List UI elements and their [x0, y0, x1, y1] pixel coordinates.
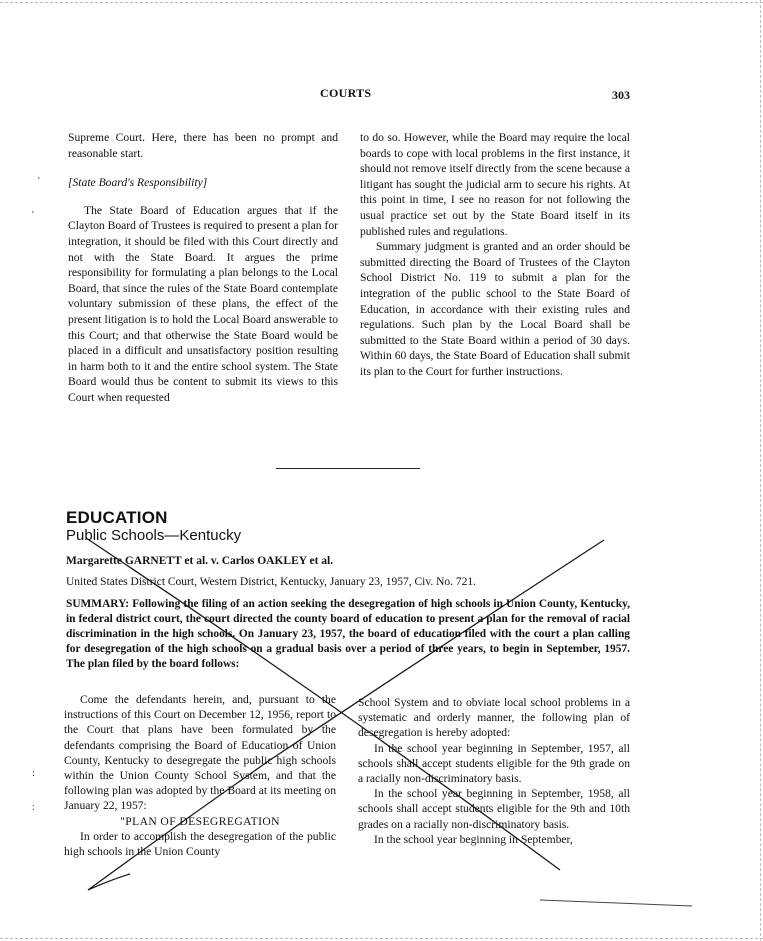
margin-tick: ': [38, 176, 40, 187]
paragraph: Supreme Court. Here, there has been no prompt and reasonable start.: [68, 131, 338, 160]
plan-heading: "PLAN OF DESEGREGATION: [120, 814, 280, 828]
bottom-left-column: [64, 692, 336, 859]
page-number: 303: [612, 88, 630, 102]
margin-tick: ': [32, 210, 34, 221]
subsection-heading: [State Board's Responsibility]: [68, 176, 208, 190]
bottom-right-column: [358, 695, 630, 847]
section-subtitle: Public Schools—Kentucky: [66, 527, 242, 544]
margin-tick: :: [32, 802, 35, 813]
paragraph: In order to accomplish the desegregation of the public high schools in the Union County: [64, 829, 336, 859]
case-summary: SUMMARY: Following the filing of an action seeking the desegregation of high schools in Union County, Kentucky, in federal district court, the court directed the county board of education to present a plan for the removal of racial discrimination in the high schools. On January 23, 1957, the board of education filed with the court a plan calling for desegregation of the high schools on a gradual basis over a period of three years, to begin in September, 1957. The plan filed by the board follows:: [66, 598, 630, 670]
scan-border-right: [760, 0, 761, 941]
section-divider: [276, 468, 420, 469]
running-head: COURTS: [320, 86, 372, 100]
paragraph: Summary judgment is granted and an order should be submitted directing the Board of Trustees of the Clayton School District No. 119 to submit a plan for the integration of the public school to the State Board of Education, in accordance with their existing rules and regulations. Such plan by the Local Board shall be submitted to the State Board within a period of 30 days. Within 60 days, the State Board of Education shall submit its plan to the Court for further instructions.: [360, 240, 630, 378]
paragraph: In the school year beginning in September, 1958, all schools shall accept students eligible for the 9th and 10th grades on a racially non-discriminatory basis.: [358, 787, 630, 831]
case-parties: Margarette GARNETT et al. v. Carlos OAKLEY et al.: [66, 555, 334, 567]
top-right-column: [360, 130, 630, 380]
case-court: United States District Court, Western District, Kentucky, January 23, 1957, Civ. No. 721.: [66, 576, 477, 588]
paragraph: In the school year beginning in September,: [374, 832, 573, 846]
top-left-column: [68, 130, 338, 406]
scan-border-bottom: [0, 938, 763, 939]
scan-border-top: [0, 2, 763, 3]
paragraph: School System and to obviate local school problems in a systematic and orderly manner, the following plan of desegregation is hereby adopted:: [358, 696, 630, 740]
paragraph: The State Board of Education argues that if the Clayton Board of Trustees is required to present a plan for integration, it should be filed with this Court directly and not with the State Board. It argues the prime responsibility for formulating a plan belongs to the Local Board, that since the rules of the State Board contemplate voluntary submission of these plans, the effect of the present litigation is to hold the Local Board answerable to this Court; and that otherwise the State Board would be placed in a difficult and unsatisfactory position resulting in harm both to it and the entire school system. The State Board would thus be content to submit its views to this Court when requested: [68, 203, 338, 404]
paragraph: In the school year beginning in September, 1957, all schools shall accept students eligible for the 9th grade on a racially non-discriminatory basis.: [358, 741, 630, 786]
paragraph: Come the defendants herein, and, pursuant to the instructions of this Court on December 12, 1956, report to the Court that plans have been formulated by the defendants comprising the Board of Education of Union County, Kentucky to desegregate the public high schools within the Union County School System, and that the following plan was adopted by the Board at its meeting on January 22, 1957:: [64, 693, 336, 813]
section-title: EDUCATION: [66, 508, 168, 527]
margin-tick: :: [32, 768, 35, 779]
paragraph: to do so. However, while the Board may require the local boards to cope with local problems in the first instance, it should not remove itself directly from the scene because a litigant has sought the judicial arm to secure his rights. At this point in time, I see no reason for not following the usual practice set out by the State Board itself in its published rules and regulations.: [360, 131, 630, 238]
